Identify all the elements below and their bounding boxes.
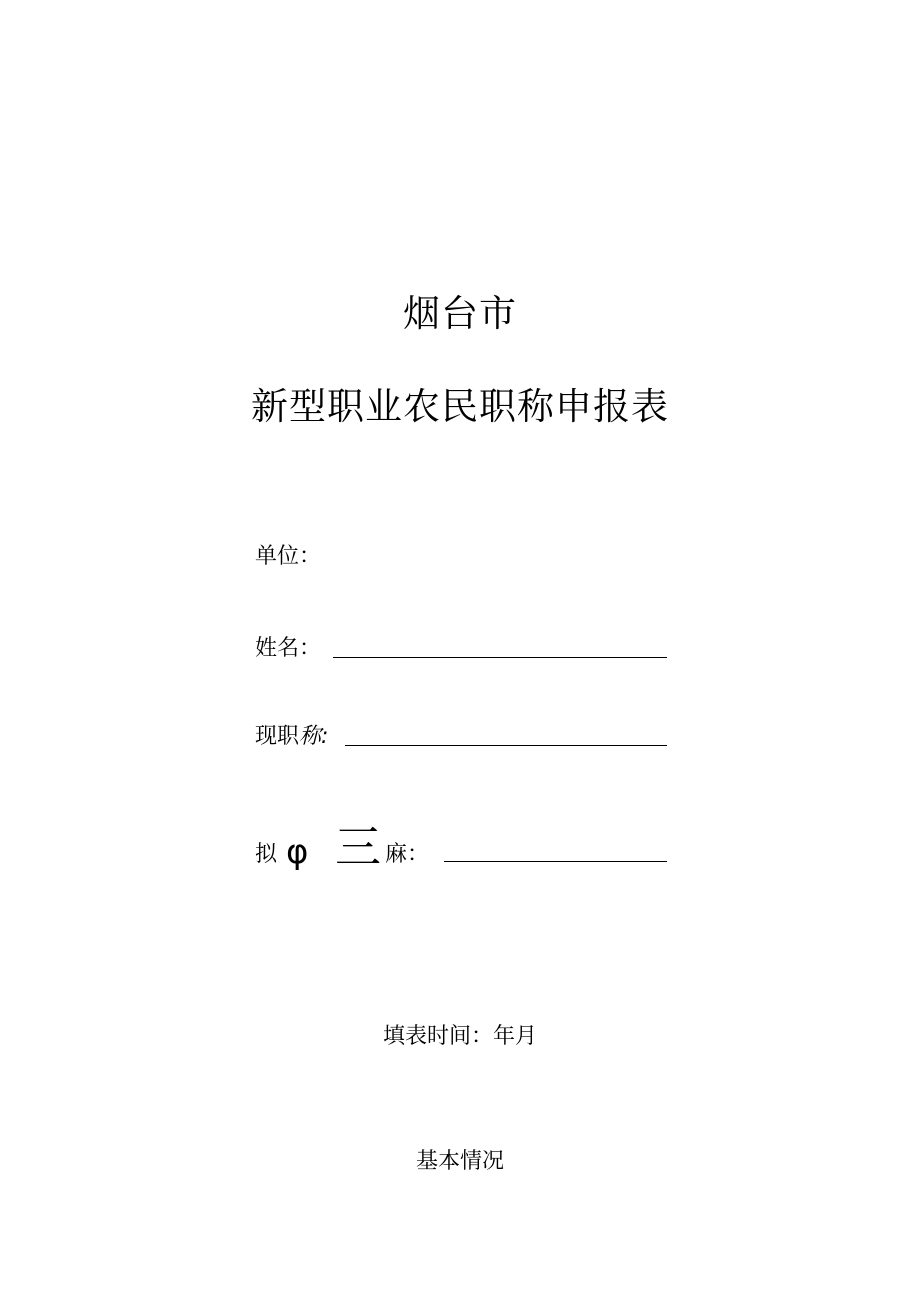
proposed-title-label-part-1: 拟: [255, 842, 278, 867]
current-title-label-part-2: 称:: [299, 724, 329, 749]
basic-info-heading: 基本情况: [415, 1149, 504, 1174]
city-title: 烟台市: [403, 292, 517, 335]
current-title-input-line[interactable]: [345, 745, 667, 746]
name-label: 姓名：: [255, 636, 322, 661]
name-input-line[interactable]: [333, 657, 667, 658]
fill-date-label: 填表时间：年月: [382, 1024, 537, 1049]
proposed-title-label-part-2: φ: [286, 832, 309, 872]
current-title-label-part-1: 现职: [255, 724, 300, 749]
form-title: 新型职业农民职称申报表: [251, 385, 669, 428]
proposed-title-label-part-4: 麻：: [385, 842, 430, 867]
proposed-title-field: [255, 818, 675, 874]
proposed-title-label-part-3: 三: [335, 820, 379, 874]
current-title-field: [255, 718, 675, 752]
current-title-label: [255, 722, 328, 752]
proposed-title-input-line[interactable]: [444, 861, 667, 862]
unit-label: 单位：: [255, 544, 322, 569]
name-field: [255, 630, 675, 664]
